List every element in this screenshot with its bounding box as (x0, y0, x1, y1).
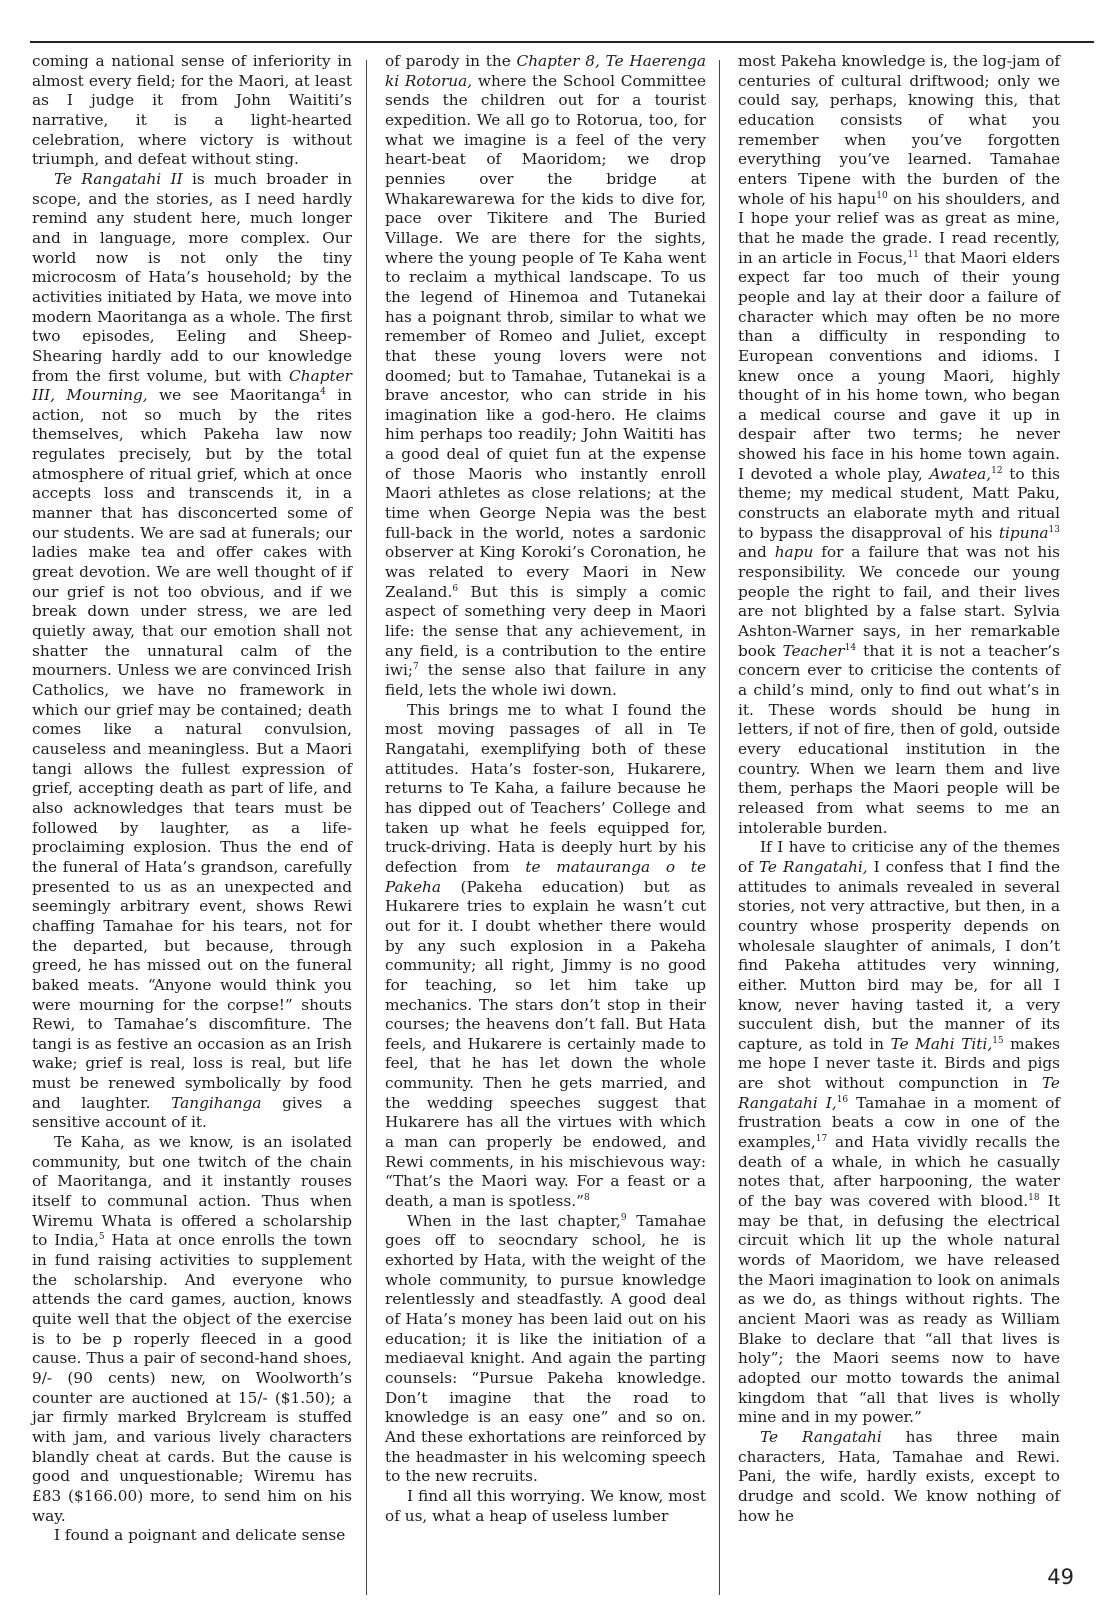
paragraph (32, 1133, 352, 1526)
footnote-ref: 8 (583, 1193, 590, 1204)
paragraph (385, 1487, 706, 1526)
text-run: I found a poignant and delicate sense (54, 1526, 346, 1545)
text-run: we see Maoritanga (147, 386, 321, 405)
text-run: the sense also that failure in any field, lets the whole iwi down. (385, 661, 706, 699)
italic-text: Teacher (782, 641, 845, 660)
text-run: that it is not a teacher’s concern ever to criticise the contents of a child’s mind, only to find out what’s in it. These words should be hung in letters, if not of fire, then of gold, outside every educational institution in the country. When we learn them and live them, perhaps the Maori people will be released from what seems to me an intolerable burden. (738, 641, 1060, 837)
column-divider (719, 60, 720, 1595)
text-run: and (738, 543, 775, 562)
footnote-ref: 12 (991, 465, 1003, 476)
footnote-ref: 7 (413, 662, 419, 673)
italic-text: Te Rangatahi (760, 1427, 882, 1446)
footnote-ref: 11 (907, 249, 919, 260)
footnote-ref: 15 (992, 1035, 1004, 1046)
footnote-ref: 9 (620, 1212, 627, 1223)
footnote-ref: 10 (876, 190, 888, 201)
italic-text: tipuna (998, 523, 1049, 542)
paragraph (738, 52, 1060, 838)
italic-text: Tangihanga (171, 1093, 262, 1112)
text-run: Tamahae goes off to seocndary school, he is exhorted by Hata, with the weight of the whole community, to pursue knowledge relentlessly and steadfastly. A good deal of Hata’s money has been laid out on his education; it is like the initiation of a mediaeval knight. And again the parting counsels: “Pursue Pakeha knowledge. Don’t imagine that the road to knowledge is an easy one” and so on. And these exhortations are reinforced by the headmaster in his welcoming speech to the new recruits. (385, 1211, 706, 1486)
text-run: gives a sensitive account of it. (32, 1093, 352, 1132)
text-run: to this theme; my medical student, Matt Paku, constructs an elaborate myth and ritual to bypass the disapproval of his (738, 464, 1060, 542)
italic-text: Chapter III, Mourning, (32, 366, 352, 405)
text-run: for a failure that was not his responsibility. We concede our young people the right to fail, and their lives are not blighted by a false start. Sylvia Ashton-Warner says, in her remarkable book (738, 543, 1060, 660)
text-run: of parody in the (385, 52, 517, 70)
column-right (738, 52, 1060, 1526)
column-middle (385, 52, 706, 1526)
paragraph (32, 170, 352, 1133)
text-run: has three main characters, Hata, Tamahae and Rewi. Pani, the wife, hardly exists, except to drudge and scold. We know nothing of how he (738, 1427, 1060, 1525)
text-run: It may be that, in defusing the electrical circuit which lit up the whole natural words of Maoridom, we have released the Maori imagination to look on animals as we do, as things without rights. The ancient Maori was as ready as William Blake to declare that “all that lives is holy”; the Maori seems now to have adopted our motto towards the animal kingdom that “all that lives is wholly mine and in my power.” (738, 1192, 1060, 1427)
text-run: makes me hope I never taste it. Birds and pigs are shot without compunction in (738, 1034, 1060, 1093)
footnote-ref: 5 (98, 1232, 105, 1243)
paragraph (32, 1526, 352, 1546)
text-run: I confess that I find the attitudes to animals revealed in several stories, not very attractive, but then, in a country whose prosperity depends on wholesale slaughter of animals, I don’t find Pakeha attitudes very winning, either. Mutton bird may be, for all I know, never having tasted it, a very succulent dish, but the manner of its capture, as told in (738, 857, 1061, 1053)
footnote-ref: 17 (815, 1134, 828, 1145)
text-run: If I have to criticise any of the themes of (738, 838, 1060, 876)
page-number: 49 (1047, 1565, 1074, 1589)
column-left (32, 52, 352, 1546)
paragraph (738, 838, 1060, 1428)
footnote-ref: 16 (836, 1094, 849, 1105)
text-run: (Pakeha education) but as Hukarere tries to explain he wasn’t cut out for it. I doubt whether there would by any such explosion in a Pakeha community; all right, Jimmy is no good for teaching, so let him take up mechanics. The stars don’t stop in their courses; the heavens don’t fall. But Hata feels, and Hukarere is certainly made to feel, that he has let down the whole community. Then he gets married, and the wedding speeches suggest that Hukarere has all the virtues with which a man can properly be endowed, and Rewi comments, in his mischievous way: “That’s the Maori way. For a feast or a death, a man is spotless.” (385, 877, 706, 1211)
paragraph (385, 1212, 706, 1487)
footnote-ref: 4 (320, 387, 326, 398)
footnote-ref: 13 (1048, 524, 1060, 535)
text-run: Hata at once enrolls the town in fund raising activities to supplement the scholarship. And everyone who attends the card games, auction, knows quite well that the object of the exercise is to be p roperly fleeced in a good cause. Thus a pair of second-hand shoes, 9/- (90 cents) new, on Woolworth’s counter are auctioned at 15/- ($1.50); a jar firmly marked Brylcream is stuffed with jam, and various lively characters blandly cheat at cards. But the cause is good and unquestionable; Wiremu has £83 ($166.00) more, to send him on his way. (32, 1231, 352, 1525)
text-run: This brings me to what I found the most moving passages of all in Te Rangatahi, exemplifying both of these attitudes. Hata’s foster-son, Hukarere, returns to Te Kaha, a failure because he has dipped out of Teachers’ College and taken up what he feels equipped for, truck-driving. Hata is deeply hurt by his defection from (385, 700, 706, 876)
text-run: on his shoulders, and I hope your relief was as great as mine, that he made the grade. I read recently, in an article in Focus, (738, 189, 1060, 267)
text-run: I find all this worrying. We know, most of us, what a heap of useless lumber (385, 1486, 706, 1525)
column-divider (366, 60, 367, 1595)
footnote-ref: 14 (844, 642, 857, 653)
text-run: that Maori elders expect far too much of their young people and lay at their door a failure of character which may often be no more than a difficulty in responding to European conventions and idioms. I knew once a young Maori, highly thought of in his home town, who began a medical course and gave it up in despair after two terms; he never showed his face in his home town again. I devoted a whole play, (738, 248, 1060, 483)
paragraph (32, 52, 352, 170)
italic-text: Te Rangatahi II (54, 169, 183, 188)
italic-text: te matauranga o te Pakeha (385, 857, 706, 896)
italic-text: Te Rangatahi, (758, 857, 868, 876)
text-run: Te Kaha, as we know, is an isolated community, but one twitch of the chain of Maoritanga, and it instantly rouses itself to communal action. Thus when Wiremu Whata is offered a scholarship to India, (32, 1133, 352, 1250)
italic-text: hapu (774, 543, 814, 562)
italic-text: Te Rangatahi I, (738, 1074, 1060, 1112)
text-run: where the School Committee sends the children out for a tourist expedition. We all go to Rotorua, too, for what we imagine is a feel of the very heart-beat of Maoridom; we drop pennies over the bridge at Whakarewarewa for the kids to dive for, pace over Tikitere and The Buried Village. We are there for the sights, where the young people of Te Kaha went to reclaim a mythical landscape. To us the legend of Hinemoa and Tutanekai has a poignant throb, similar to what we remember of Romeo and Juliet, except that these young lovers were not doomed; but to Tamahae, Tutanekai is a brave ancestor, who can stride in his imagination like a god-hero. He claims him perhaps too readily; John Waititi has a good deal of quiet fun at the expense of those Maoris who instantly enroll Maori athletes as close relations; at the time when George Nepia was the best full-back in the world, notes a sardonic observer at King Koroki’s Coronation, he was related to every Maori in New Zealand. (385, 71, 706, 601)
text-run: and Hata vividly recalls the death of a whale, in which he casually notes that, after harpooning, the water of the bay was covered with blood. (738, 1133, 1060, 1211)
text-run: most Pakeha knowledge is, the log-jam of centuries of cultural driftwood; only we could say, perhaps, knowing this, that education consists of what you remember when you’ve forgotten everything you’ve learned. Tamahae enters Tipene with the burden of the whole of his hapu (738, 52, 1060, 208)
paragraph (385, 52, 706, 701)
text-run: is much broader in scope, and the stories, as I need hardly remind any student here, much longer and in language, more complex. Our world now is not only the tiny microcosm of Hata’s household; by the activities initiated by Hata, we move into modern Maoritanga as a whole. The first two episodes, Eeling and Sheep-Shearing hardly add to our knowledge from the first volume, but with (32, 169, 352, 385)
text-run: When in the last chapter, (407, 1211, 621, 1230)
italic-text: Te Mahi Titi, (890, 1034, 993, 1053)
italic-text: Chapter 8, Te Haerenga ki Rotorua, (385, 52, 706, 90)
footnote-ref: 18 (1028, 1193, 1040, 1204)
text-run: in action, not so much by the rites themselves, which Pakeha law now regulates precisely, but by the total atmosphere of ritual grief, which at once accepts loss and transcends it, in a manner that has disconcerted some of our students. We are sad at funerals; our ladies make tea and offer cakes with great devotion. We are well thought of if our grief is not too obvious, and if we break down under stress, we are led quietly away, that our emotion shall not shatter the unnatural calm of the mourners. Unless we are convinced Irish Catholics, we have no framework in which our grief may be contained; death comes like a natural convulsion, causeless and meaningless. But a Maori tangi allows the fullest expression of grief, accepting death as part of life, and also acknowledges that tears must be followed by laughter, as a life-proclaiming explosion. Thus the end of the funeral of Hata’s grandson, carefully presented to us as an unexpected and seemingly arbitrary event, shows Rewi chaffing Tamahae for his tears, not for the departed, but because, through greed, he has missed out on the funeral baked meats. “Anyone would think you were mourning for the corpse!” shouts Rewi, to Tamahae’s discomfiture. The tangi is as festive an occasion as an Irish wake; grief is real, loss is real, but life must be renewed symbolically by food and laughter. (32, 386, 353, 1112)
paragraph (738, 1428, 1060, 1526)
italic-text: Awatea, (929, 464, 992, 483)
text-run: coming a national sense of inferiority in almost every field; for the Maori, at least as I judge it from John Waititi’s narrative, it is a light-hearted celebration, where victory is without triumph, and defeat without sting. (32, 52, 352, 169)
top-rule (30, 41, 1094, 43)
text-run: But this is simply a comic aspect of something very deep in Maori life: the sense that any achievement, in any field, is a contribution to the entire iwi; (385, 582, 706, 680)
text-run: Tamahae in a moment of frustration beats a cow in one of the examples, (738, 1093, 1060, 1152)
paragraph (385, 701, 706, 1212)
footnote-ref: 6 (452, 583, 459, 594)
